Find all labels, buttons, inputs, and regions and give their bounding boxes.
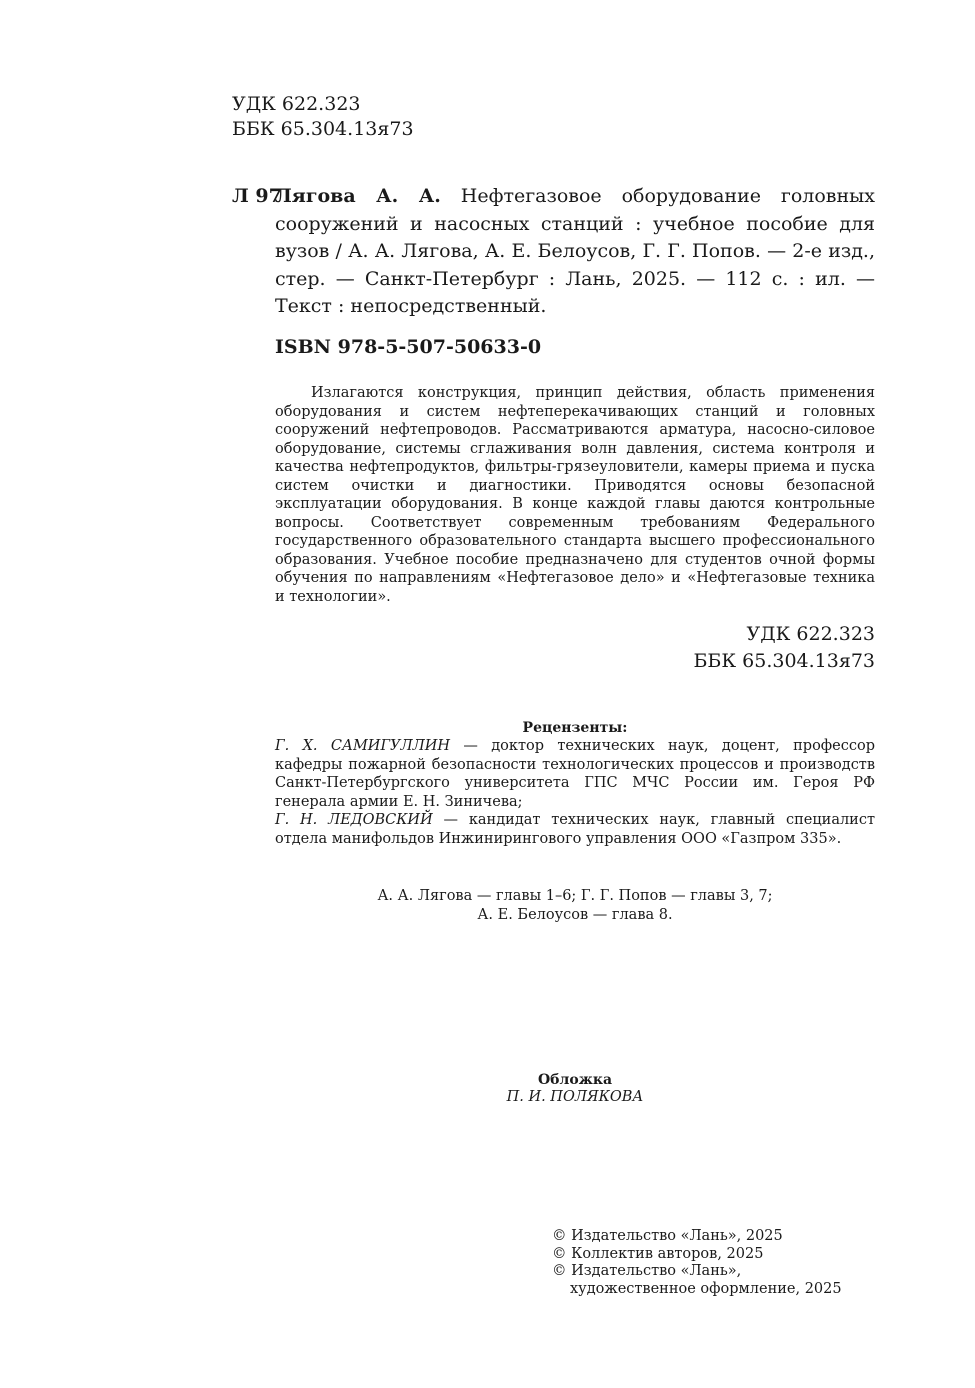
record-author: Лягова А. А. [275,185,441,207]
isbn: ISBN 978-5-507-50633-0 [275,336,542,358]
chapter-authorship-line: А. Е. Белоусов — глава 8. [477,907,673,923]
bbk-code-repeat: ББК 65.304.13я73 [693,650,875,672]
copyright-line: художественное оформление, 2025 [570,1280,842,1297]
copyright-line: © Коллектив авторов, 2025 [552,1245,764,1262]
udk-code: УДК 622.323 [232,93,361,115]
reviewer-name: Г. Х. САМИГУЛЛИН [275,738,451,754]
record-description: Нефтегазовое оборудование головных сооружений и насосных станций : учебное пособие для вузов / А. А. Лягова, А. Е. Белоусов, Г. Г. Попов. — 2-е изд., стер. — Санкт-Петербург : Лань, 2025. — 112 с. : ил. — Текст : непосредственный. [275,185,875,317]
copyright-line: © Издательство «Лань», [552,1263,742,1279]
bbk-code: ББК 65.304.13я73 [232,118,414,140]
cover-heading: Обложка [537,1072,613,1088]
copyright-line: © Издательство «Лань», 2025 [552,1228,783,1244]
chapter-authorship [275,887,875,925]
cover-designer: П. И. ПОЛЯКОВА [506,1089,644,1105]
reviewer-entry [275,737,875,811]
author-mark: Л 97 [232,185,282,207]
bottom-classification-block [693,621,875,675]
reviewer-description: — кандидат технических наук, главный специалист отдела манифольдов Инжинирингового управления ООО «Газпром 335». [275,812,875,847]
annotation: Излагаются конструкция, принцип действия, область применения оборудования и систем нефтеперекачивающих станций и головных сооружений нефтепроводов. Рассматриваются арматура, насосно-силовое оборудование, системы сглаживания волн давления, система контроля и качества нефтепродуктов, фильтры-грязеуловители, камеры приема и пуска систем очистки и диагностики. Приводятся основы безопасной эксплуатации оборудования. В конце каждой главы даются контрольные вопросы. Соответствует современным требованиям Федерального государственного образовательного стандарта высшего профессионального образования. Учебное пособие предназначено для студентов очной формы обучения по направлениям «Нефтегазовое дело» и «Нефтегазовые техника и технологии». [275,385,875,605]
reviewer-name: Г. Н. ЛЕДОВСКИЙ [275,812,433,828]
udk-code-repeat: УДК 622.323 [746,623,875,645]
chapter-authorship-line: А. А. Лягова — главы 1–6; Г. Г. Попов — главы 3, 7; [377,888,773,904]
reviewers-heading: Рецензенты: [522,720,628,736]
reviewers-list [275,737,875,848]
copyright-block [552,1228,842,1298]
reviewer-entry [275,811,875,848]
reviewer-description: — доктор технических наук, доцент, профессор кафедры пожарной безопасности технологических процессов и производств Санкт-Петербургского университета ГПС МЧС России им. Героя РФ генерала армии Е. Н. Зиничева; [275,738,875,810]
top-classification-block [232,92,414,142]
bibliographic-record [275,183,875,321]
